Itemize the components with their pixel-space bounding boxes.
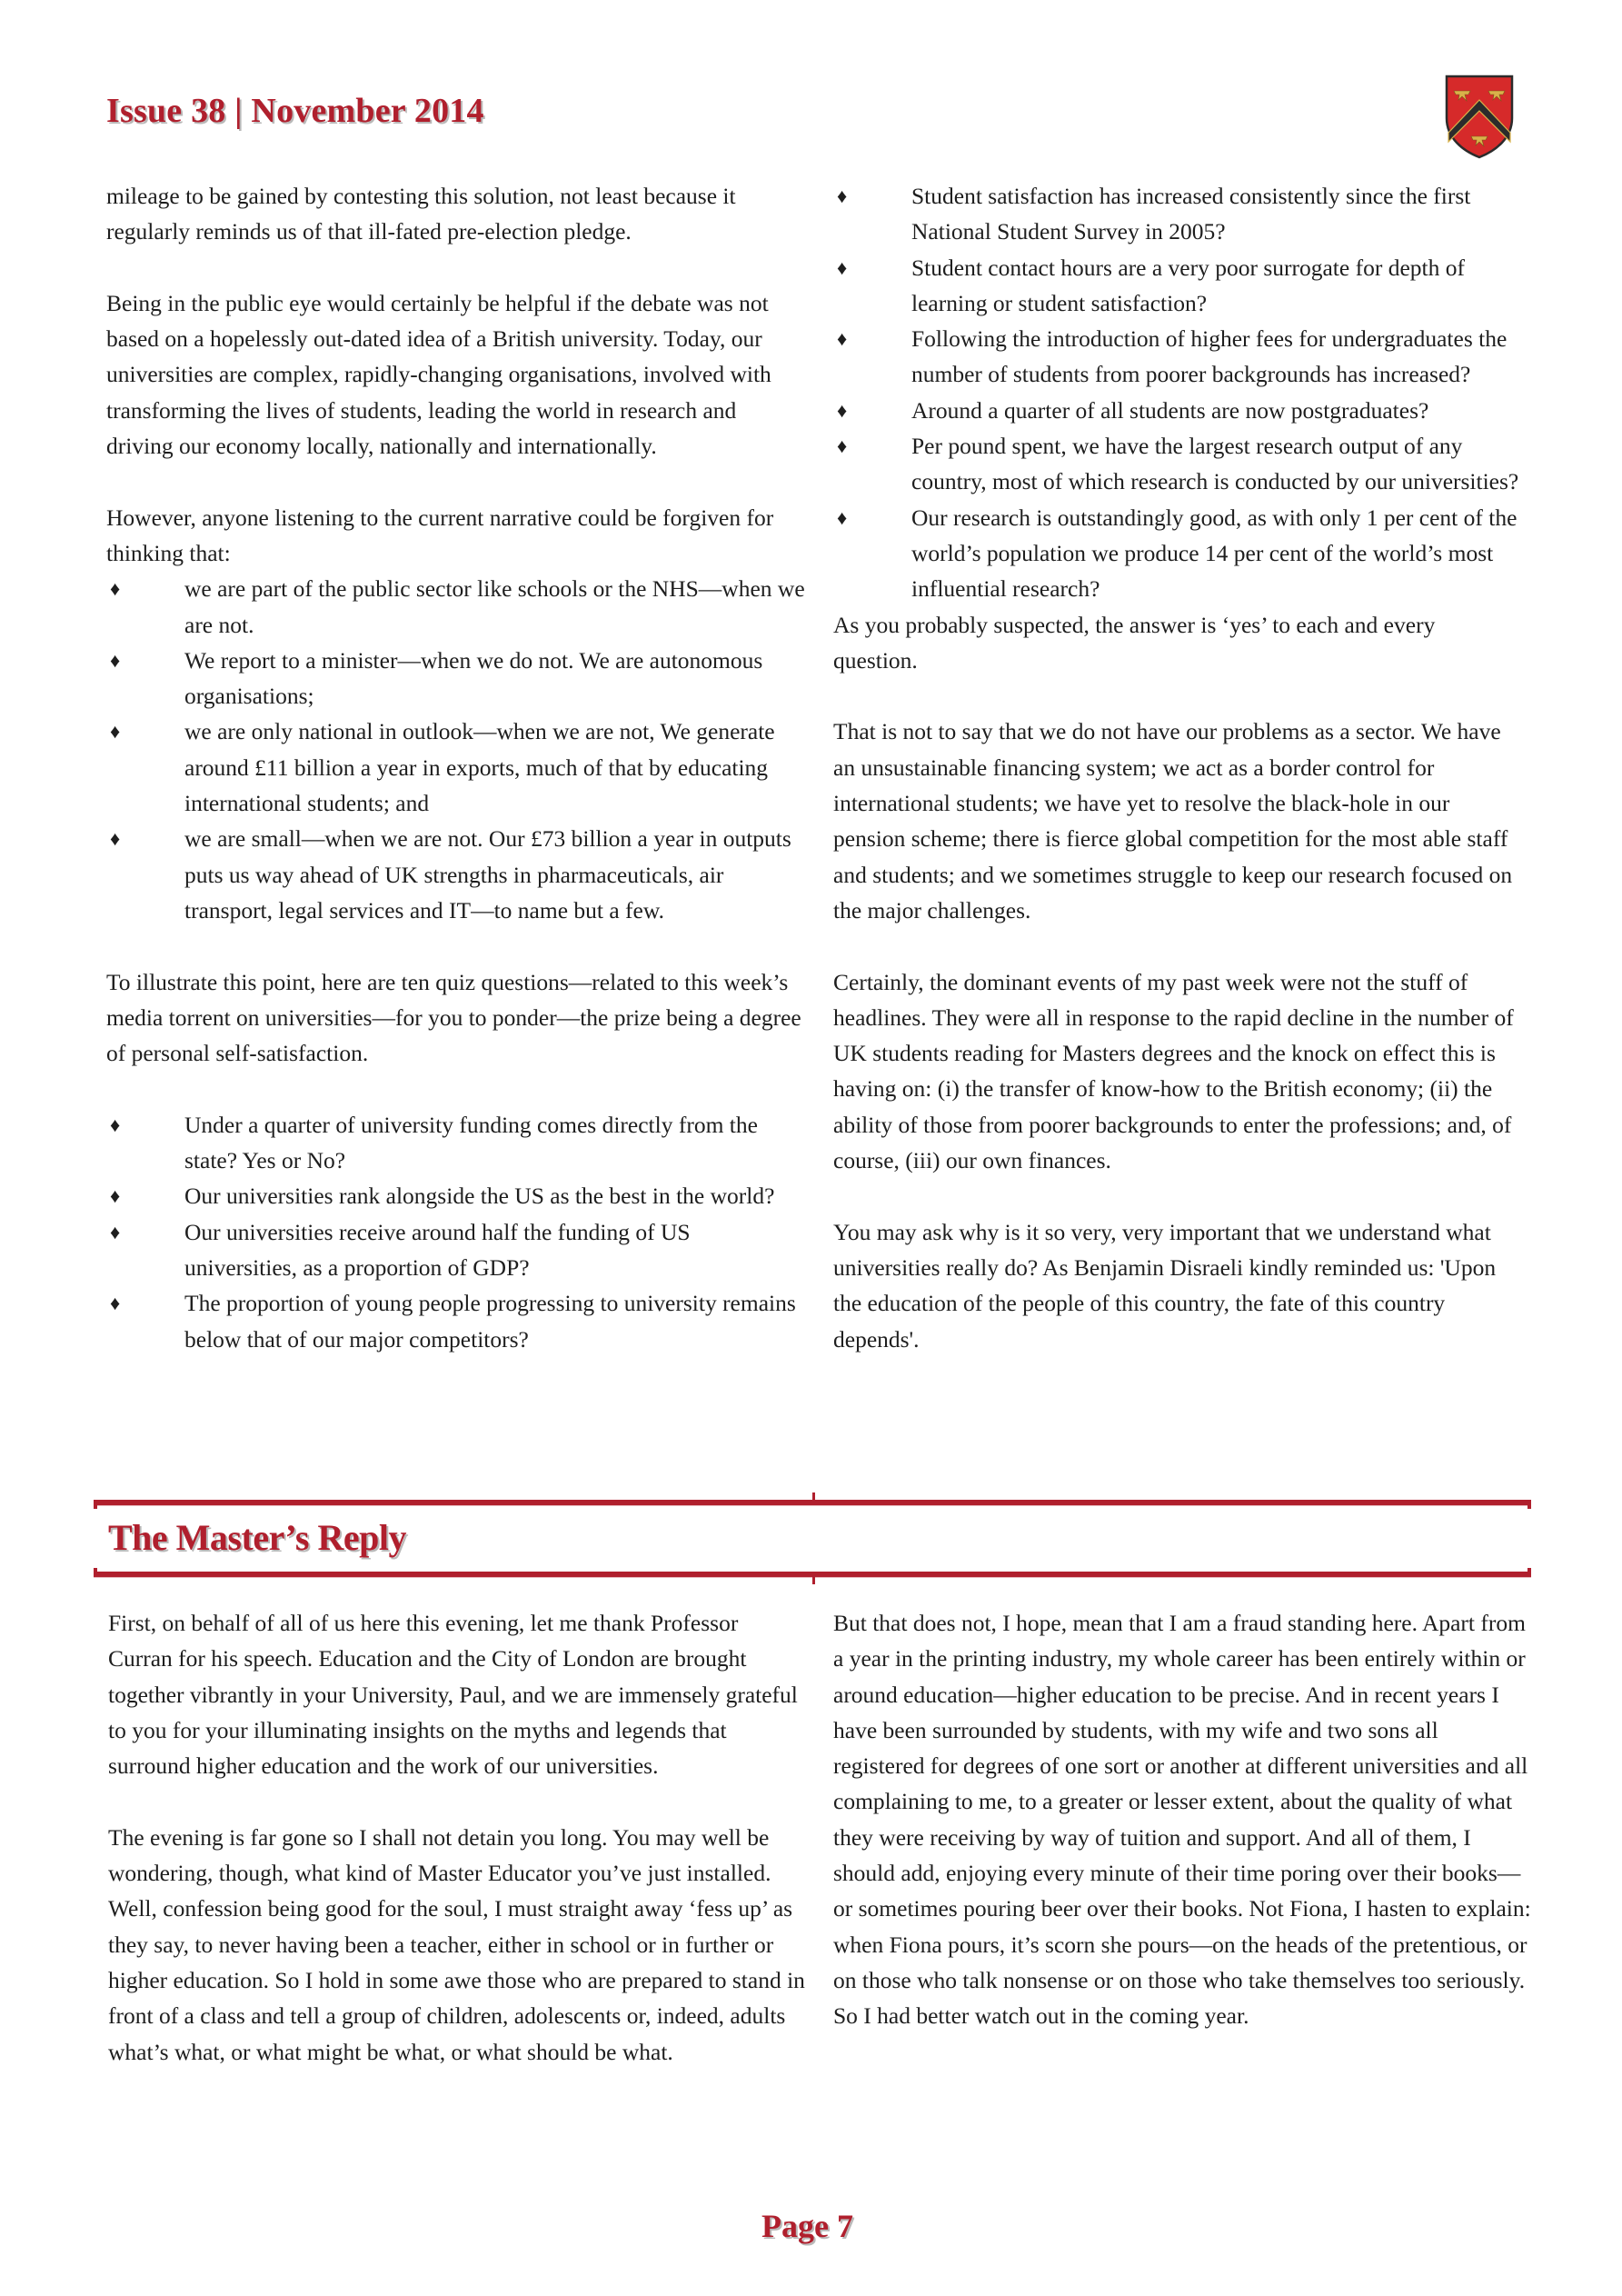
- article-paragraph: Certainly, the dominant events of my past week were not the stuff of headlines. They were all in response to the rapid decline in the number of UK students reading for Masters degrees and the knock on effect this is having on: (i) the transfer of know-how to the British economy; (ii) the ability of those from poorer backgrounds to enter the professions; and, of course, (iii) our own finances.: [833, 968, 1514, 1174]
- article-paragraph: To illustrate this point, here are ten quiz questions—related to this week’s media torrent on universities—for you to ponder—the prize being a degree of personal self-satisfaction.: [106, 968, 801, 1067]
- list-item: ♦ Student contact hours are a very poor surrogate for depth of learning or student satisfaction?: [833, 250, 1524, 322]
- list-item: ♦ Following the introduction of higher fees for undergraduates the number of students from poorer backgrounds has increased?: [833, 321, 1524, 393]
- article-paragraph: You may ask why is it so very, very important that we understand what universities really do? As Benjamin Disraeli kindly reminded us: 'Upon the education of the people of this country, the fate of this country depends'.: [833, 1218, 1497, 1353]
- diamond-bullet-icon: ♦: [837, 434, 848, 458]
- diamond-bullet-icon: ♦: [110, 1113, 121, 1136]
- article-paragraph: The evening is far gone so I shall not detain you long. You may well be wondering, though, what kind of Master Educator you’ve just installed. Well, confession being good for the soul, I must straight away ‘fess up’ as they say, to never having been a teacher, either in school or in further or higher education. So I hold in some awe those who are prepared to stand in front of a class and tell a group of children, adolescents or, indeed, adults what’s what, or what might be what, or what should be what.: [108, 1823, 805, 2065]
- issue-header: Issue 38 | November 2014: [106, 92, 484, 130]
- page-number: Page 7: [761, 2208, 853, 2244]
- article-right-column: [833, 178, 1524, 1393]
- section-title: The Master’s Reply: [108, 1517, 406, 1558]
- article-paragraph: As you probably suspected, the answer is ‘yes’ to each and every question.: [833, 611, 1436, 674]
- list-item: ♦ Our research is outstandingly good, as with only 1 per cent of the world’s population we produce 14 per cent of the world’s most influential research?: [833, 500, 1524, 607]
- diamond-bullet-icon: ♦: [110, 1184, 121, 1208]
- diamond-bullet-icon: ♦: [110, 720, 121, 744]
- list-item: ♦ We report to a minister—when we do not. We are autonomous organisations;: [106, 643, 806, 714]
- list-item: ♦ The proportion of young people progressing to university remains below that of our major competitors?: [106, 1285, 806, 1357]
- list-item: ♦ Under a quarter of university funding comes directly from the state? Yes or No?: [106, 1107, 806, 1179]
- article-paragraph: However, anyone listening to the current narrative could be forgiven for thinking that:: [106, 504, 774, 566]
- diamond-bullet-icon: ♦: [110, 1220, 121, 1243]
- article-paragraph: That is not to say that we do not have our problems as a sector. We have an unsustainable financing system; we act as a border control for international students; we have yet to resolve the black-hole in our pension scheme; there is fierce global competition for the most able staff and students; and we sometimes struggle to keep our research focused on the major challenges.: [833, 718, 1513, 923]
- list-item: ♦ Per pound spent, we have the largest research output of any country, most of which research is conducted by our universities?: [833, 428, 1524, 500]
- list-item: ♦ Around a quarter of all students are now postgraduates?: [833, 393, 1524, 428]
- diamond-bullet-icon: ♦: [837, 398, 848, 422]
- article-left-column: [106, 178, 806, 1357]
- heading-rule-top: [94, 1500, 1531, 1505]
- heading-rule-bottom: [94, 1572, 1531, 1577]
- diamond-bullet-icon: ♦: [837, 185, 848, 207]
- diamond-bullet-icon: ♦: [837, 255, 848, 279]
- article-paragraph: First, on behalf of all of us here this evening, let me thank Professor Curran for his speech. Education and the City of London are brought together vibrantly in your University, Paul, and we are immensely grateful to you for your illuminating insights on the myths and legends that surround higher education and the work of our universities.: [108, 1610, 798, 1780]
- list-item: ♦ we are only national in outlook—when we are not, We generate around £11 billion a year in exports, much of that by educating international students; and: [106, 714, 806, 821]
- article-paragraph: mileage to be gained by contesting this solution, not least because it regularly reminds us of that ill-fated pre-election pledge.: [106, 183, 736, 245]
- article-paragraph: Being in the public eye would certainly be helpful if the debate was not based on a hopelessly out-dated idea of a British university. Today, our universities are complex, rapidly-changing organisations, involved with transforming the lives of students, leading the world in research and driving our economy locally, nationally and internationally.: [106, 289, 771, 460]
- list-item: ♦ Our universities receive around half the funding of US universities, as a proportion of GDP?: [106, 1214, 806, 1286]
- list-item: ♦ Our universities rank alongside the US as the best in the world?: [106, 1178, 806, 1213]
- diamond-bullet-icon: ♦: [110, 1292, 121, 1315]
- list-item: ♦ we are part of the public sector like schools or the NHS—when we are not.: [106, 571, 806, 643]
- list-item: ♦ we are small—when we are not. Our £73 billion a year in outputs puts us way ahead of UK strengths in pharmaceuticals, air transport, legal services and IT—to name but a few.: [106, 821, 806, 928]
- quiz-list-right: [833, 178, 1524, 607]
- section-heading-band: [94, 1500, 1531, 1577]
- reply-right-column: [833, 1605, 1533, 2070]
- quiz-list-left: [106, 1107, 806, 1357]
- diamond-bullet-icon: ♦: [110, 648, 121, 672]
- diamond-bullet-icon: ♦: [837, 505, 848, 529]
- college-crest-shield-icon: [1443, 73, 1516, 160]
- diamond-bullet-icon: ♦: [110, 577, 121, 601]
- diamond-bullet-icon: ♦: [110, 827, 121, 851]
- article-paragraph: But that does not, I hope, mean that I am a fraud standing here. Apart from a year in the printing industry, my whole career has been entirely within or around education—higher education to be precise. And in recent years I have been surrounded by students, with my wife and two sons all registered for degrees of one sort or another at different universities and all complaining to me, to a greater or lesser extent, about the quality of what they were receiving by way of tuition and support. And all of them, I should add, enjoying every minute of their time poring over their books—or sometimes pouring beer over their books. Not Fiona, I hasten to explain: when Fiona pours, it’s scorn she pours—on the heads of the pretentious, or on those who talk nonsense or on those who take themselves too seriously. So I had better watch out in the coming year.: [833, 1610, 1531, 2030]
- list-item: ♦ Student satisfaction has increased consistently since the first National Student Survey in 2005?: [833, 178, 1524, 250]
- diamond-bullet-icon: ♦: [837, 327, 848, 351]
- reply-left-column: [108, 1605, 808, 2105]
- misconceptions-list: [106, 571, 806, 928]
